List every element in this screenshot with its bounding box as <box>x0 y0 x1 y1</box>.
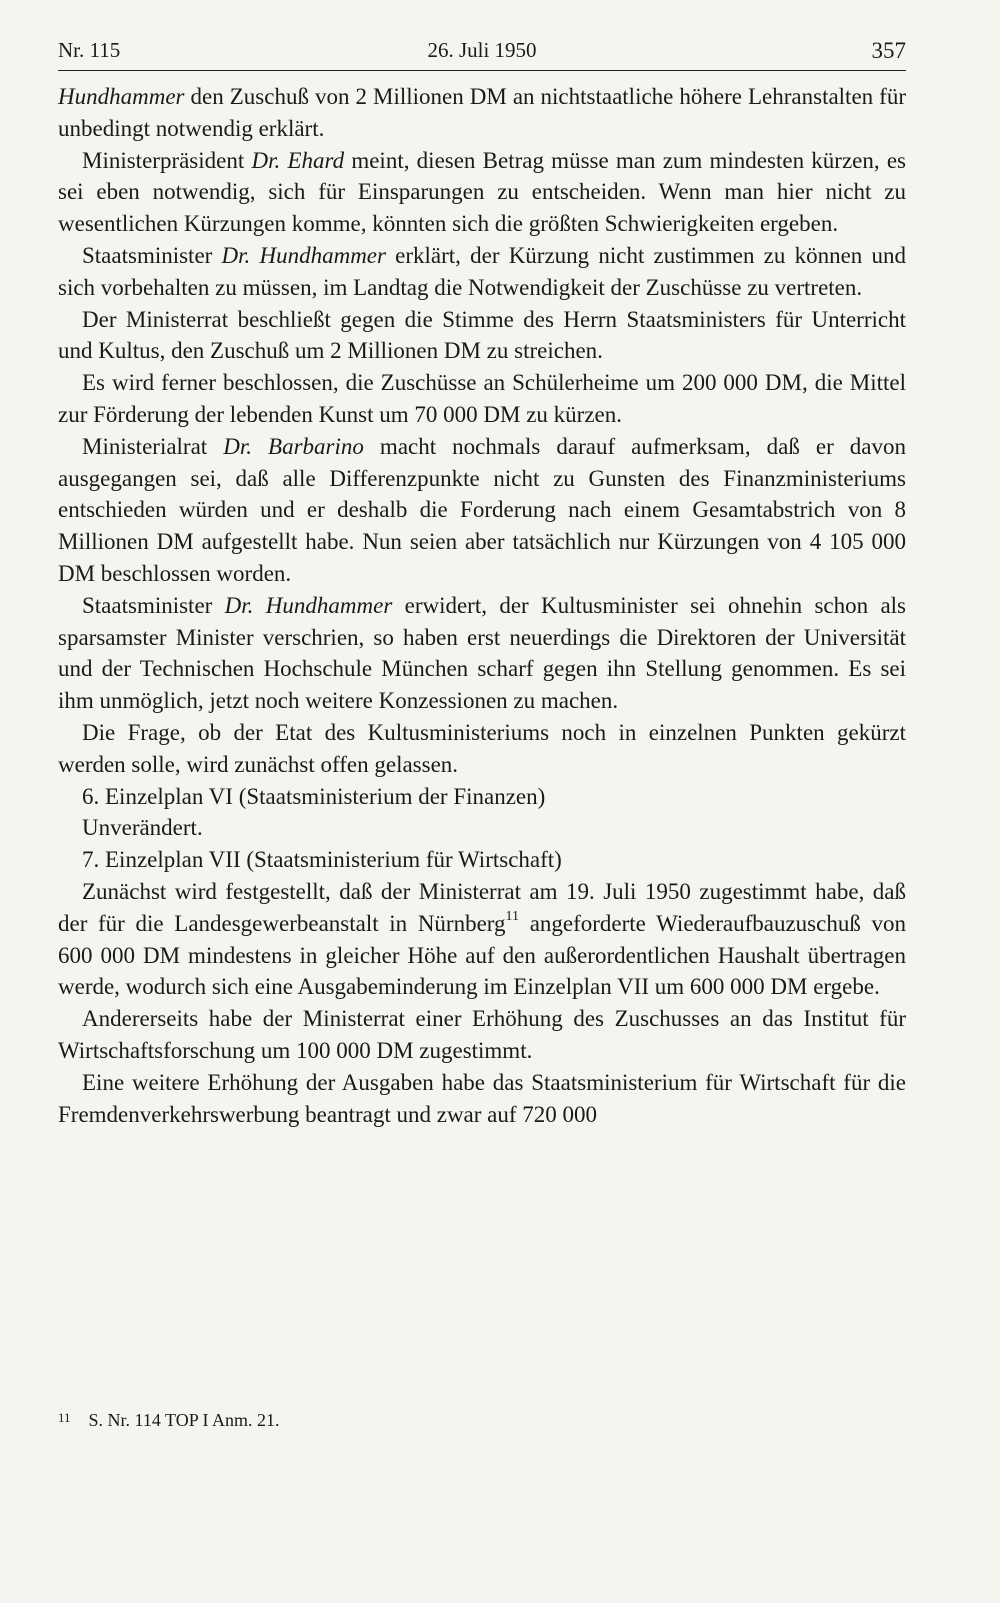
document-number: Nr. 115 <box>58 38 121 62</box>
text-segment: Es wird ferner beschlossen, die Zuschüsse an Schülerheime um 200 000 DM, die Mittel zur Förderung der lebenden Kunst um 70 000 DM zu kürzen. <box>58 370 906 427</box>
text-segment: erwidert, der Kultusminister sei ohnehin schon als sparsamster Minister verschrien, so haben erst neuerdings die Direktoren der Universität und der Technischen Hochschule München scharf gegen ihn Stellung genommen. Es sei ihm unmöglich, jetzt noch weitere Konzessionen zu machen. <box>58 592 906 714</box>
text-segment: meint, diesen Betrag müsse man zum mindesten kürzen, es sei eben notwendig, sich für Einsparungen zu entscheiden. Wenn man hier nicht zu wesentlichen Kürzungen komme, könnten sich die größten Schwierigkeiten ergeben. <box>58 147 906 237</box>
paragraph <box>58 145 906 240</box>
text-segment: Eine weitere Erhöhung der Ausgaben habe das Staatsministerium für Wirtschaft für die Fremdenverkehrswerbung beantragt und zwar auf 720 000 <box>58 1069 906 1127</box>
person-name: Dr. Hundhammer <box>221 242 386 268</box>
paragraph <box>58 367 906 431</box>
paragraph <box>58 812 906 844</box>
paragraph <box>58 781 906 813</box>
header-date: 26. Juli 1950 <box>427 38 537 62</box>
person-name: Dr. Hundhammer <box>224 592 393 618</box>
text-segment: Die Frage, ob der Etat des Kultusministeriums noch in einzelnen Punkten gekürzt werden solle, wird zunächst offen gelassen. <box>58 719 906 777</box>
document-page <box>58 30 906 1430</box>
person-name: Dr. Barbarino <box>223 433 364 459</box>
footnote-ref: 11 <box>505 909 520 925</box>
paragraph <box>58 876 906 1003</box>
text-segment: den Zuschuß von 2 Millionen DM an nichtstaatliche höhere Lehranstalten für unbedingt notwendig erklärt. <box>58 84 906 141</box>
text-segment: Zunächst wird festgestellt, daß der Ministerrat am 19. Juli 1950 zugestimmt habe, daß der für die Landesgewerbeanstalt in Nürnberg <box>58 878 906 936</box>
paragraph <box>58 1067 906 1131</box>
header-rule <box>58 70 906 71</box>
text-segment: Unverändert. <box>82 815 203 841</box>
person-name: Dr. Ehard <box>251 147 345 173</box>
text-segment: Staatsminister <box>82 592 225 618</box>
text-segment: 7. Einzelplan VII (Staatsministerium für Wirtschaft) <box>82 847 562 873</box>
paragraph <box>58 81 906 145</box>
text-segment: Andererseits habe der Ministerrat einer Erhöhung des Zuschusses an das Institut für Wirtschaftsforschung um 100 000 DM zugestimmt. <box>58 1006 906 1063</box>
paragraph <box>58 431 906 590</box>
text-segment: angeforderte Wiederaufbauzuschuß von 600 000 DM mindestens in gleicher Höhe auf den außerordentlichen Haushalt übertragen werde, wodurch sich eine Ausgabeminderung im Einzelplan VII um 600 000 DM ergebe. <box>58 910 906 1000</box>
paragraph <box>58 844 906 876</box>
paragraph <box>58 1003 906 1067</box>
paragraph <box>58 240 906 304</box>
text-segment: Staatsminister <box>82 242 222 268</box>
person-name: Hundhammer <box>58 84 185 109</box>
text-segment: Ministerpräsident <box>82 147 252 173</box>
text-segment: 6. Einzelplan VI (Staatsministerium der Finanzen) <box>82 783 546 809</box>
body-text <box>58 81 906 1130</box>
text-segment: Der Ministerrat beschließt gegen die Stimme des Herrn Staatsministers für Unterricht und Kultus, den Zuschuß um 2 Millionen DM zu streichen. <box>58 306 906 364</box>
text-segment: macht nochmals darauf aufmerksam, daß er davon ausgegangen sei, daß alle Differenzpunkte nicht zu Gunsten des Finanzministeriums entschieden würden und er deshalb die Forderung nach einem Gesamtabstrich von 8 Millionen DM aufgestellt habe. Nun seien aber tatsächlich nur Kürzungen von 4 105 000 DM beschlossen worden. <box>58 433 906 586</box>
page-number: 357 <box>871 38 906 63</box>
paragraph <box>58 590 906 717</box>
paragraph <box>58 304 906 368</box>
text-segment: Ministerialrat <box>82 433 224 459</box>
text-segment: erklärt, der Kürzung nicht zustimmen zu können und sich vorbehalten zu müssen, im Landtag die Notwendigkeit der Zuschüsse zu vertreten. <box>58 242 906 300</box>
footnote-text: S. Nr. 114 TOP I Anm. 21. <box>88 1410 280 1430</box>
footnote <box>58 1410 280 1431</box>
footnote-number: 11 <box>58 1410 71 1425</box>
paragraph <box>58 717 906 781</box>
running-header <box>58 30 906 70</box>
